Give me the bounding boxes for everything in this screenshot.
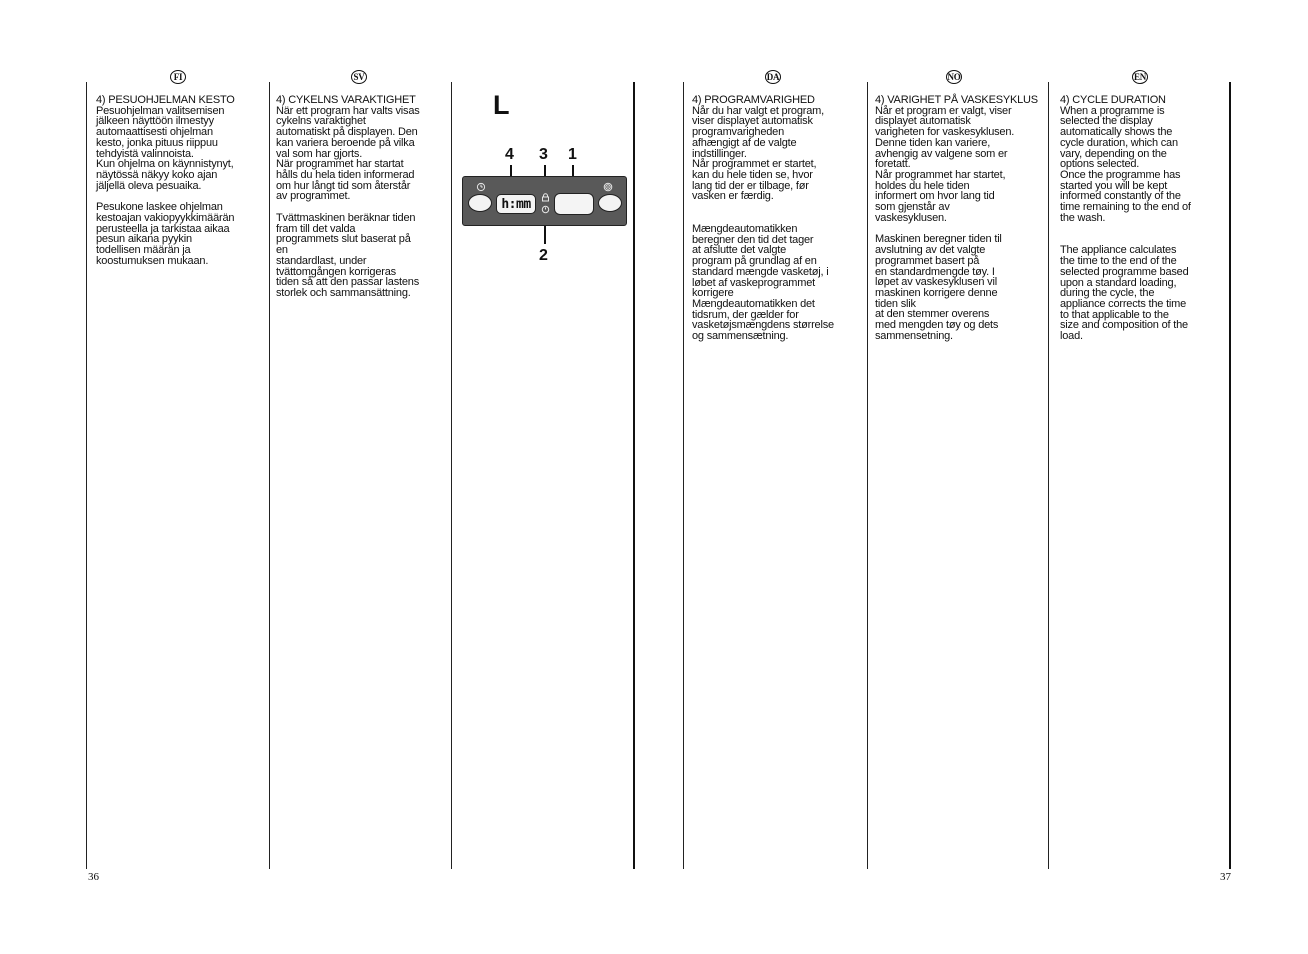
clock-icon <box>476 182 486 192</box>
section-heading: 4) PROGRAMVARIGHED <box>692 94 815 106</box>
section-heading: 4) VARIGHET PÅ VASKESYKLUS <box>875 94 1038 106</box>
language-badge-no: NO <box>947 72 961 82</box>
language-badge-en: EN <box>1132 70 1148 84</box>
delay-timer-icon <box>541 205 550 214</box>
paragraph: Pesuohjelman valitsemisen jälkeen näyttöön ilmestyy automaattisesti ohjelman kesto, jonka pituus riippuu tehdyistä valinnoista. Kun ohjelma on käynnistynyt, näytössä näkyy koko ajan jäljellä oleva pesuaika. <box>96 104 234 192</box>
text-column-no <box>875 95 1045 341</box>
language-badge-da: DA <box>766 72 780 82</box>
column-divider <box>867 82 868 869</box>
column-divider <box>451 82 452 869</box>
text-column-da <box>692 95 864 342</box>
section-heading: 4) PESUOHJELMAN KESTO <box>96 94 235 106</box>
start-button <box>554 193 594 215</box>
language-badge-sv: SV <box>351 70 367 84</box>
page-divider-right <box>1229 82 1231 869</box>
paragraph: Når du har valgt et program, viser displayet automatisk programvarigheden afhængigt af de valgte indstillinger. Når programmet er startet, kan du hele tiden se, hvor lang tid der er tilbage, før vasken er færdig. <box>692 104 824 203</box>
language-badge-fi: FI <box>170 70 186 84</box>
time-display: h:mm <box>496 194 536 214</box>
callout-number-4: 4 <box>505 146 514 163</box>
text-column-en <box>1060 95 1226 342</box>
paragraph: Når et program er valgt, viser displayet automatisk varigheten for vaskesyklusen. Denne tiden kan variere, avhengig av valgene som er foretatt. Når programmet har startet, holdes du hele tiden informert om hvor lang tid som gjenstår av vaskesyklusen. <box>875 104 1015 224</box>
page-number-right: 37 <box>1220 871 1231 883</box>
right-button <box>598 194 622 212</box>
column-divider <box>683 82 684 869</box>
paragraph: When a programme is selected the display automatically shows the cycle duration, which can vary, depending on the options selected. Once the programme has started you will be kept informed constantly of the time remaining to the end of the wash. <box>1060 104 1191 224</box>
paragraph: Pesukone laskee ohjelman kestoajan vakiopyykkimäärän perusteella ja tarkistaa aikaa pesun aikana pyykin todellisen määrän ja koostumuksen mukaan. <box>96 201 235 267</box>
paragraph: Tvättmaskinen beräknar tiden fram till det valda programmets slut baserat på en standardlast, under tvättomgången korrigeras tiden så att den passar lastens storlek och sammansättning. <box>276 212 420 299</box>
display-panel <box>462 176 627 226</box>
section-heading: 4) CYCLE DURATION <box>1060 94 1166 106</box>
left-button <box>468 194 492 212</box>
page-number-left: 36 <box>88 871 99 883</box>
paragraph: The appliance calculates the time to the end of the selected programme based upon a standard loading, during the cycle, the appliance corrects the time to that applicable to the size and composition of the load. <box>1060 244 1189 343</box>
lock-icon <box>541 193 550 202</box>
paragraph: Mængdeautomatikken beregner den tid det tager at afslutte det valgte program på grundlag af en standard mængde vasketøj, i løbet af vaskeprogrammet korrigere Mængdeautomatikken det tidsrum, der gælder for vasketøjsmængdens størrelse og sammensætning. <box>692 223 834 343</box>
column-divider-left-margin <box>86 82 87 869</box>
column-divider <box>1048 82 1049 869</box>
callout-number-3: 3 <box>539 146 548 163</box>
text-column-fi <box>96 95 266 267</box>
page-divider-left <box>633 82 635 869</box>
text-column-sv <box>276 95 448 299</box>
figure-letter: L <box>493 90 510 120</box>
column-divider <box>269 82 270 869</box>
callout-number-1: 1 <box>568 146 577 163</box>
paragraph: När ett program har valts visas cykelns varaktighet automatiskt på displayen. Den kan variera beroende på vilka val som har gjorts. När programmet har startat hålls du hela tiden informerad om hur långt tid som återstår av programmet. <box>276 104 420 203</box>
spin-icon <box>603 182 613 192</box>
callout-number-2: 2 <box>539 247 548 264</box>
paragraph: Maskinen beregner tiden til avslutning av det valgte programmet basert på en standardmengde tøy. I løpet av vaskesyklusen vil maskinen korrigere denne tiden slik at den stemmer overens med mengden tøy og dets sammensetning. <box>875 233 1002 342</box>
section-heading: 4) CYKELNS VARAKTIGHET <box>276 94 416 106</box>
